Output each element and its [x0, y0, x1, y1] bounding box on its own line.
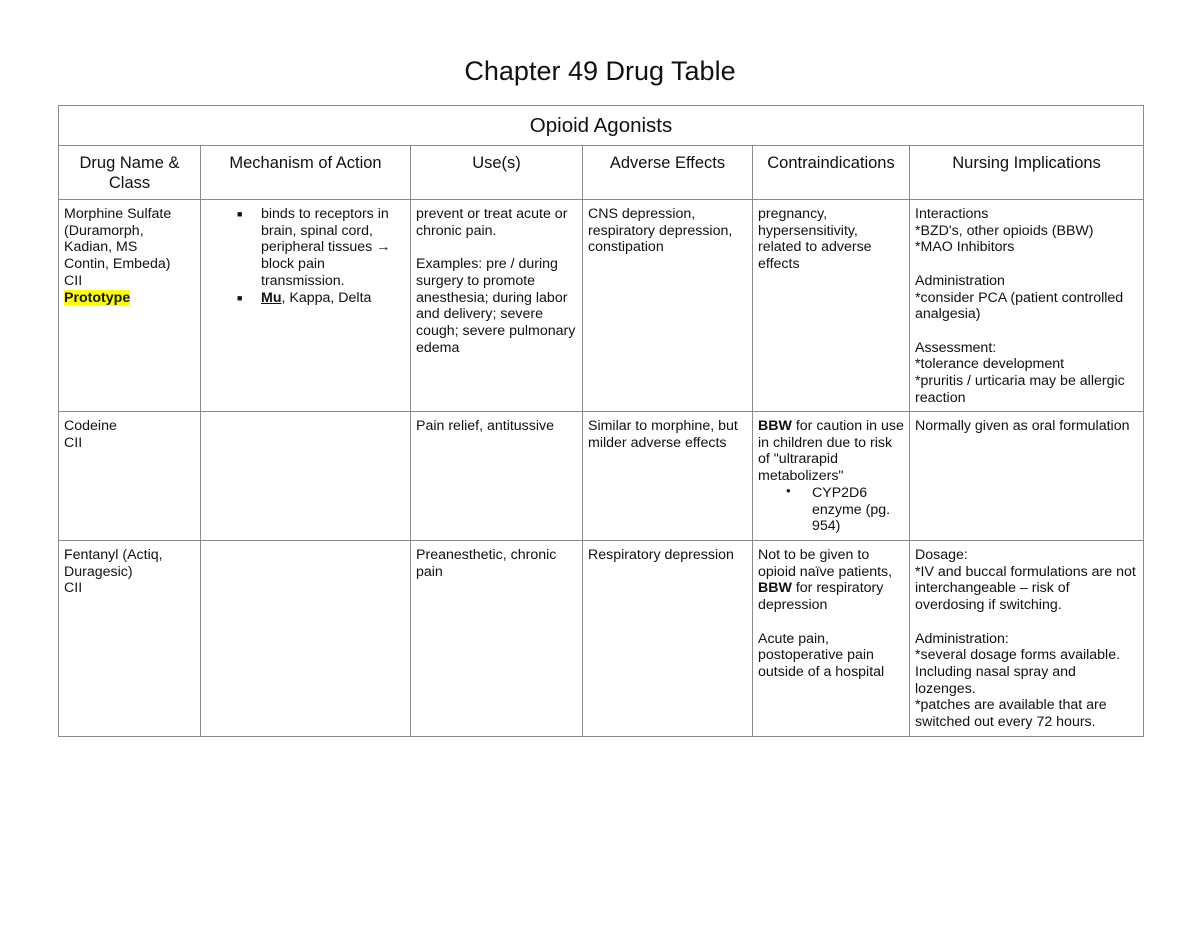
fentanyl-uses-cell: Preanesthetic, chronic pain — [411, 541, 583, 737]
fentanyl-drug-name-cell: Fentanyl (Actiq, Duragesic) CII — [59, 541, 201, 737]
codeine-contra-cell: BBW for caution in use in children due to risk of "ultrarapid metabolizers" • CYP2D6 enzyme (pg. 954) — [753, 412, 910, 541]
morphine-mechanism-cell — [201, 200, 411, 412]
fentanyl-adverse-cell: Respiratory depression — [583, 541, 753, 737]
square-bullet-icon: ■ — [237, 292, 243, 303]
morphine-uses-cell — [411, 200, 583, 412]
dot-bullet-icon: • — [786, 482, 791, 498]
morphine-nursing-cell: Interactions *BZD's, other opioids (BBW) *MAO Inhibitors Administration *consider PCA (patient controlled analgesia) Assessment: *tolerance development *pruritis / urticaria may be allergic reaction — [910, 200, 1144, 412]
morphine-name-line: (Duramorph, — [64, 222, 144, 239]
morphine-name-line: Kadian, MS — [64, 239, 138, 256]
morphine-adverse-cell: CNS depression, respiratory depression, constipation — [583, 200, 753, 412]
table-row-morphine — [59, 200, 1144, 412]
square-bullet-icon: ■ — [237, 209, 243, 219]
fentanyl-mechanism-cell — [201, 541, 411, 737]
mu-receptor-label: Mu — [261, 289, 282, 306]
drug-table — [58, 105, 1144, 737]
fentanyl-contra-cell: Not to be given to opioid naïve patients, BBW for respiratory depression Acute pain, postoperative pain outside of a hospital — [753, 541, 910, 737]
morphine-name-line: CII — [64, 272, 83, 289]
header-drug-name: Drug Name & Class — [59, 146, 201, 200]
codeine-adverse-cell: Similar to morphine, but milder adverse effects — [583, 412, 753, 541]
codeine-uses-cell: Pain relief, antitussive — [411, 412, 583, 541]
prototype-highlight: Prototype — [64, 289, 131, 306]
morphine-uses-text: prevent or treat acute or chronic pain. — [416, 206, 568, 239]
morphine-name-line: Morphine Sulfate — [64, 206, 172, 222]
list-item: ■ Mu, Kappa, Delta — [237, 289, 372, 306]
bbw-label: BBW — [758, 580, 792, 597]
page-title: Chapter 49 Drug Table — [464, 56, 736, 86]
bbw-label: BBW — [758, 418, 792, 434]
codeine-mechanism-cell — [201, 412, 411, 541]
codeine-nursing-cell: Normally given as oral formulation — [910, 412, 1144, 541]
table-row-codeine — [59, 412, 1144, 541]
header-uses: Use(s) — [411, 146, 583, 200]
morphine-contra-cell: pregnancy, hypersensitivity, related to adverse effects — [753, 200, 910, 412]
fentanyl-nursing-cell: Dosage: *IV and buccal formulations are not interchangeable – risk of overdosing if switching. Administration: *several dosage forms available. Including nasal spray and lozenges. *patches are available that are switched out every 72 hours. — [910, 541, 1144, 737]
codeine-drug-name-cell: Codeine CII — [59, 412, 201, 541]
header-mechanism: Mechanism of Action — [201, 146, 411, 200]
header-adverse-effects: Adverse Effects — [583, 146, 753, 200]
header-nursing-implications: Nursing Implications — [910, 146, 1144, 200]
morphine-drug-name-cell — [59, 200, 201, 412]
header-contraindications: Contraindications — [753, 146, 910, 200]
morphine-name-line: Contin, Embeda) — [64, 256, 171, 273]
table-row-fentanyl — [59, 541, 1144, 737]
morphine-uses-examples: Examples: pre / during surgery to promote anesthesia; during labor and delivery; severe cough; severe pulmonary edema — [416, 256, 576, 356]
section-title: Opioid Agonists — [59, 106, 1144, 146]
list-item: ■ binds to receptors in brain, spinal cord, peripheral tissues → block pain transmission. — [237, 206, 391, 289]
list-item: • CYP2D6 enzyme (pg. 954) — [786, 482, 891, 535]
